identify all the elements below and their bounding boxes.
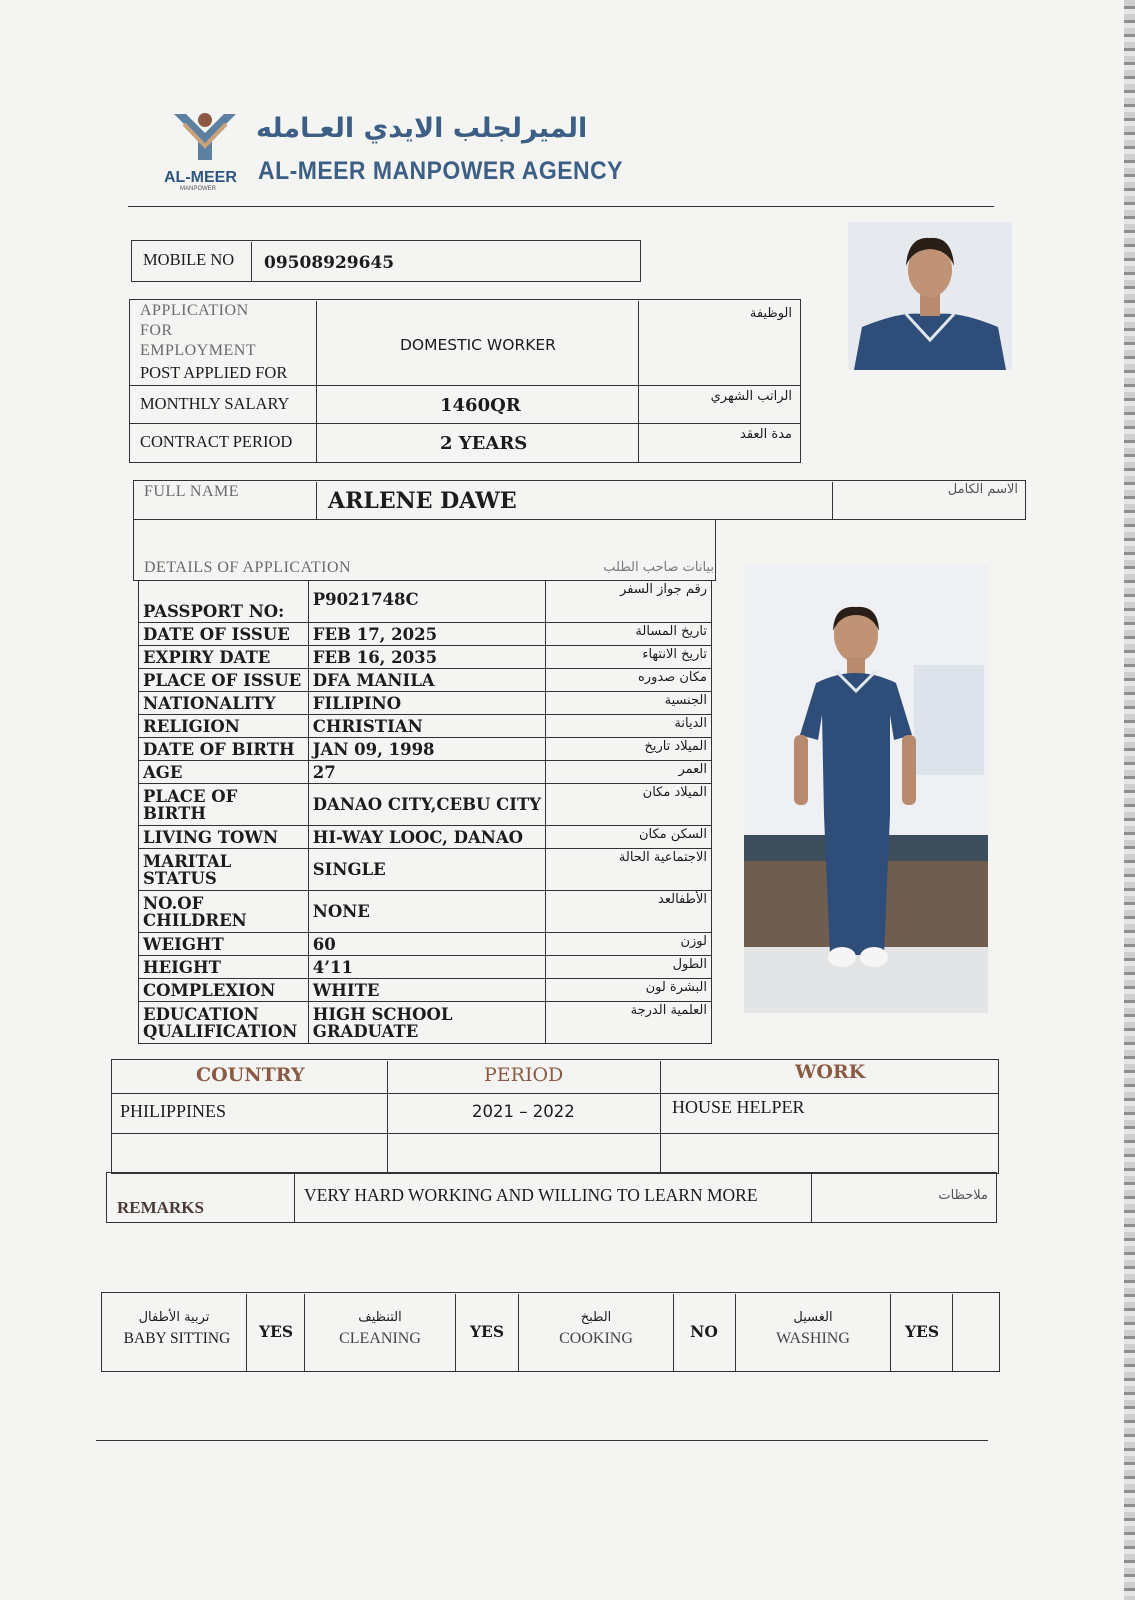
detail-value: 4’11 xyxy=(308,956,546,979)
detail-arabic: الميلاد تاريخ xyxy=(546,738,712,761)
detail-label: NATIONALITY xyxy=(139,692,309,715)
detail-value: JAN 09, 1998 xyxy=(308,738,546,761)
remarks-arabic: ملاحظات xyxy=(938,1188,988,1203)
table-row xyxy=(139,669,712,692)
logo-text: AL-MEER xyxy=(164,169,237,186)
full-name-value: ARLENE DAWE xyxy=(328,488,517,514)
post-applied-value: DOMESTIC WORKER xyxy=(400,336,556,354)
detail-label: LIVING TOWN xyxy=(139,826,309,849)
detail-value: NONE xyxy=(308,891,546,933)
table-row xyxy=(139,956,712,979)
applicant-details-table xyxy=(138,580,712,1044)
header-divider xyxy=(128,206,994,207)
detail-value: FILIPINO xyxy=(308,692,546,715)
detail-arabic: السكن مكان xyxy=(546,826,712,849)
table-row xyxy=(139,646,712,669)
skill-washing-label: WASHING xyxy=(776,1330,850,1347)
logo-figure-icon xyxy=(168,108,243,166)
table-row xyxy=(139,761,712,784)
table-row xyxy=(139,581,712,623)
detail-label: EDUCATION QUALIFICATION xyxy=(139,1002,309,1044)
detail-arabic: الأطفالعد xyxy=(546,891,712,933)
logo-subtext: MANPOWER xyxy=(180,186,216,192)
application-label-line2: FOR xyxy=(140,322,173,339)
monthly-salary-arabic: الراتب الشهري xyxy=(710,389,792,404)
table-row xyxy=(139,738,712,761)
full-name-label: FULL NAME xyxy=(144,483,240,500)
detail-value: WHITE xyxy=(308,979,546,1002)
remarks-label: REMARKS xyxy=(117,1198,204,1217)
table-row xyxy=(139,933,712,956)
contract-period-value: 2 YEARS xyxy=(440,433,528,454)
table-row xyxy=(139,784,712,826)
detail-value: HIGH SCHOOL GRADUATE xyxy=(308,1002,546,1044)
application-label-line3: EMPLOYMENT xyxy=(140,342,257,359)
detail-label: RELIGION xyxy=(139,715,309,738)
detail-value: FEB 17, 2025 xyxy=(308,623,546,646)
details-heading: DETAILS OF APPLICATION xyxy=(144,559,352,576)
table-row xyxy=(139,623,712,646)
detail-value: 60 xyxy=(308,933,546,956)
detail-arabic: تاريخ الانتهاء xyxy=(546,646,712,669)
skill-babysitting-label: BABY SITTING xyxy=(123,1330,231,1347)
table-row xyxy=(139,692,712,715)
skill-cooking-arabic: الطبخ xyxy=(580,1310,612,1325)
table-row xyxy=(139,1002,712,1044)
monthly-salary-label: MONTHLY SALARY xyxy=(140,394,290,413)
scan-edge xyxy=(1124,0,1135,1600)
post-applied-label: POST APPLIED FOR xyxy=(140,363,288,382)
experience-header-country: COUNTRY xyxy=(196,1064,305,1086)
detail-arabic: الجنسية xyxy=(546,692,712,715)
details-heading-arabic: بيانات صاحب الطلب xyxy=(603,560,714,575)
detail-label: WEIGHT xyxy=(139,933,309,956)
detail-arabic: الطول xyxy=(546,956,712,979)
post-applied-arabic: الوظيفة xyxy=(749,306,792,321)
skill-babysitting-arabic: تربية الأطفال xyxy=(138,1310,210,1325)
detail-label: HEIGHT xyxy=(139,956,309,979)
footer-divider xyxy=(96,1440,988,1441)
detail-arabic: الميلاد مكان xyxy=(546,784,712,826)
detail-value: FEB 16, 2035 xyxy=(308,646,546,669)
table-row xyxy=(139,891,712,933)
detail-value: CHRISTIAN xyxy=(308,715,546,738)
detail-arabic: الاجتماعية الحالة xyxy=(546,849,712,891)
detail-label: NO.OF CHILDREN xyxy=(139,891,309,933)
skill-washing-arabic: الغسيل xyxy=(793,1310,833,1325)
detail-label: PLACE OF ISSUE xyxy=(139,669,309,692)
remarks-value: VERY HARD WORKING AND WILLING TO LEARN MORE xyxy=(304,1185,758,1205)
agency-name-english: AL-MEER MANPOWER AGENCY xyxy=(258,157,623,185)
skill-cooking-value: NO xyxy=(690,1322,718,1341)
detail-label: COMPLEXION xyxy=(139,979,309,1002)
detail-value: HI-WAY LOOC, DANAO xyxy=(308,826,546,849)
skill-cleaning-arabic: التنظيف xyxy=(358,1310,402,1325)
table-row xyxy=(139,849,712,891)
detail-label: MARITAL STATUS xyxy=(139,849,309,891)
detail-arabic: العمر xyxy=(546,761,712,784)
detail-arabic: البشرة لون xyxy=(546,979,712,1002)
monthly-salary-value: 1460QR xyxy=(440,395,521,416)
detail-value: SINGLE xyxy=(308,849,546,891)
contract-period-arabic: مدة العقد xyxy=(740,427,792,442)
experience-header-period: PERIOD xyxy=(484,1064,564,1086)
detail-arabic: الديانة xyxy=(546,715,712,738)
detail-label: PLACE OF BIRTH xyxy=(139,784,309,826)
table-row xyxy=(139,826,712,849)
passport-photo xyxy=(848,222,1012,370)
skill-cleaning-label: CLEANING xyxy=(339,1330,421,1347)
detail-arabic: لوزن xyxy=(546,933,712,956)
skill-washing-value: YES xyxy=(904,1322,940,1341)
detail-label: AGE xyxy=(139,761,309,784)
experience-header-work: WORK xyxy=(795,1061,866,1083)
detail-value: DFA MANILA xyxy=(308,669,546,692)
detail-value: 27 xyxy=(308,761,546,784)
detail-arabic: العلمية الدرجة xyxy=(546,1002,712,1044)
detail-arabic: مكان صدوره xyxy=(546,669,712,692)
detail-label: EXPIRY DATE xyxy=(139,646,309,669)
table-row xyxy=(139,979,712,1002)
mobile-label: MOBILE NO xyxy=(143,250,235,269)
skill-babysitting-value: YES xyxy=(258,1322,294,1341)
detail-label: DATE OF ISSUE xyxy=(139,623,309,646)
mobile-number: 09508929645 xyxy=(264,253,395,273)
experience-work: HOUSE HELPER xyxy=(672,1097,805,1117)
detail-label: PASSPORT NO: xyxy=(139,581,309,623)
table-row xyxy=(139,715,712,738)
full-name-arabic: الاسم الكامل xyxy=(947,482,1018,497)
experience-period: 2021 – 2022 xyxy=(472,1102,575,1121)
full-body-photo xyxy=(744,565,988,1013)
detail-value: DANAO CITY,CEBU CITY xyxy=(308,784,546,826)
agency-name-arabic: الميرلجلب الايدي العـامله xyxy=(256,113,588,144)
experience-country: PHILIPPINES xyxy=(120,1101,227,1121)
detail-arabic: رقم جواز السفر xyxy=(546,581,712,623)
application-label-line1: APPLICATION xyxy=(140,302,249,319)
detail-value: P9021748C xyxy=(308,581,546,623)
contract-period-label: CONTRACT PERIOD xyxy=(140,432,293,451)
detail-label: DATE OF BIRTH xyxy=(139,738,309,761)
detail-arabic: تاريخ المسالة xyxy=(546,623,712,646)
agency-logo xyxy=(164,108,243,192)
skill-cooking-label: COOKING xyxy=(559,1330,633,1347)
skill-cleaning-value: YES xyxy=(469,1322,505,1341)
